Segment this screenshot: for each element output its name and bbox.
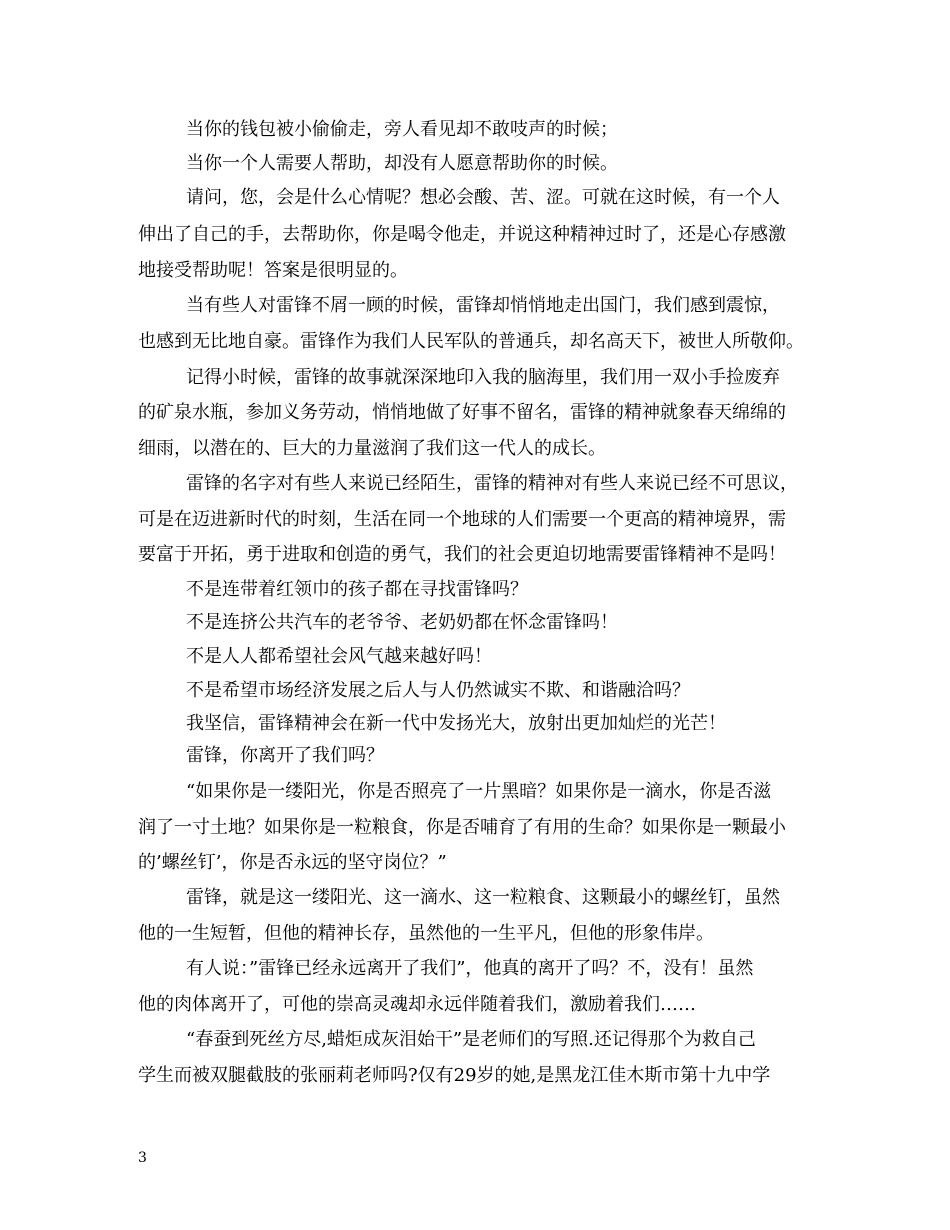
text-line: 不是人人都希望社会风气越来越好吗！ — [186, 646, 492, 667]
text-line: 伸出了自己的手，去帮助你，你是喝令他走，并说这种精神过时了，还是心存感激 — [138, 224, 786, 245]
page-number: 3 — [138, 1150, 147, 1166]
text-line: 请问，您，会是什么心情呢？想必会酸、苦、涩。可就在这时候，有一个人 — [186, 187, 780, 208]
text-line: 要富于开拓，勇于进取和创造的勇气，我们的社会更迫切地需要雷锋精神不是吗！ — [138, 544, 786, 565]
text-line: 可是在迈进新时代的时刻，生活在同一个地球的人们需要一个更高的精神境界，需 — [138, 509, 786, 530]
text-line: 也感到无比地自豪。雷锋作为我们人民军队的普通兵，却名高天下，被世人所敬仰。 — [138, 331, 804, 352]
text-line: 他的一生短暂，但他的精神长存，虽然他的一生平凡，但他的形象伟岸。 — [138, 923, 714, 944]
text-line: 的矿泉水瓶，参加义务劳动，悄悄地做了好事不留名，雷锋的精神就象春天绵绵的 — [138, 402, 786, 423]
text-line: 有人说：”雷锋已经永远离开了我们”，他真的离开了吗？不，没有！虽然 — [186, 958, 754, 979]
text-line: 记得小时候，雷锋的故事就深深地印入我的脑海里，我们用一双小手捡废弃 — [186, 367, 780, 388]
text-line: 不是连挤公共汽车的老爷爷、老奶奶都在怀念雷锋吗！ — [186, 612, 618, 633]
text-line: 的’螺丝钉’，你是否永远的坚守岗位？” — [138, 852, 447, 873]
text-line: “如果你是一缕阳光，你是否照亮了一片黑暗？如果你是一滴水，你是否滋 — [186, 781, 772, 802]
text-line: 雷锋，就是这一缕阳光、这一滴水、这一粒粮食、这颗最小的螺丝钉，虽然 — [186, 887, 780, 908]
text-line: 润了一寸土地？如果你是一粒粮食，你是否哺育了有用的生命？如果你是一颗最小 — [138, 817, 786, 838]
text-line: 当有些人对雷锋不屑一顾的时候，雷锋却悄悄地走出国门，我们感到震惊， — [186, 295, 780, 316]
text-line: “春蚕到死丝方尽,蜡炬成灰泪始干”是老师们的写照.还记得那个为救自己 — [186, 1029, 756, 1050]
text-line: 雷锋的名字对有些人来说已经陌生，雷锋的精神对有些人来说已经不可思议， — [186, 473, 798, 494]
text-line: 他的肉体离开了，可他的崇高灵魂却永远伴随着我们，激励着我们…… — [138, 994, 696, 1015]
text-line: 细雨，以潜在的、巨大的力量滋润了我们这一代人的成长。 — [138, 438, 606, 459]
text-line: 地接受帮助呢！答案是很明显的。 — [138, 260, 408, 281]
text-line: 当你一个人需要人帮助，却没有人愿意帮助你的时候。 — [186, 153, 618, 174]
text-line: 雷锋，你离开了我们吗？ — [186, 745, 384, 766]
text-line: 不是希望市场经济发展之后人与人仍然诚实不欺、和谐融洽吗？ — [186, 680, 690, 701]
text-line: 当你的钱包被小偷偷走，旁人看见却不敢吱声的时候； — [186, 119, 618, 140]
text-line: 学生而被双腿截肢的张丽莉老师吗?仅有29岁的她,是黑龙江佳木斯市第十九中学 — [138, 1065, 771, 1086]
text-line: 我坚信，雷锋精神会在新一代中发扬光大，放射出更加灿烂的光芒！ — [186, 713, 726, 734]
text-line: 不是连带着红领巾的孩子都在寻找雷锋吗？ — [186, 579, 528, 600]
